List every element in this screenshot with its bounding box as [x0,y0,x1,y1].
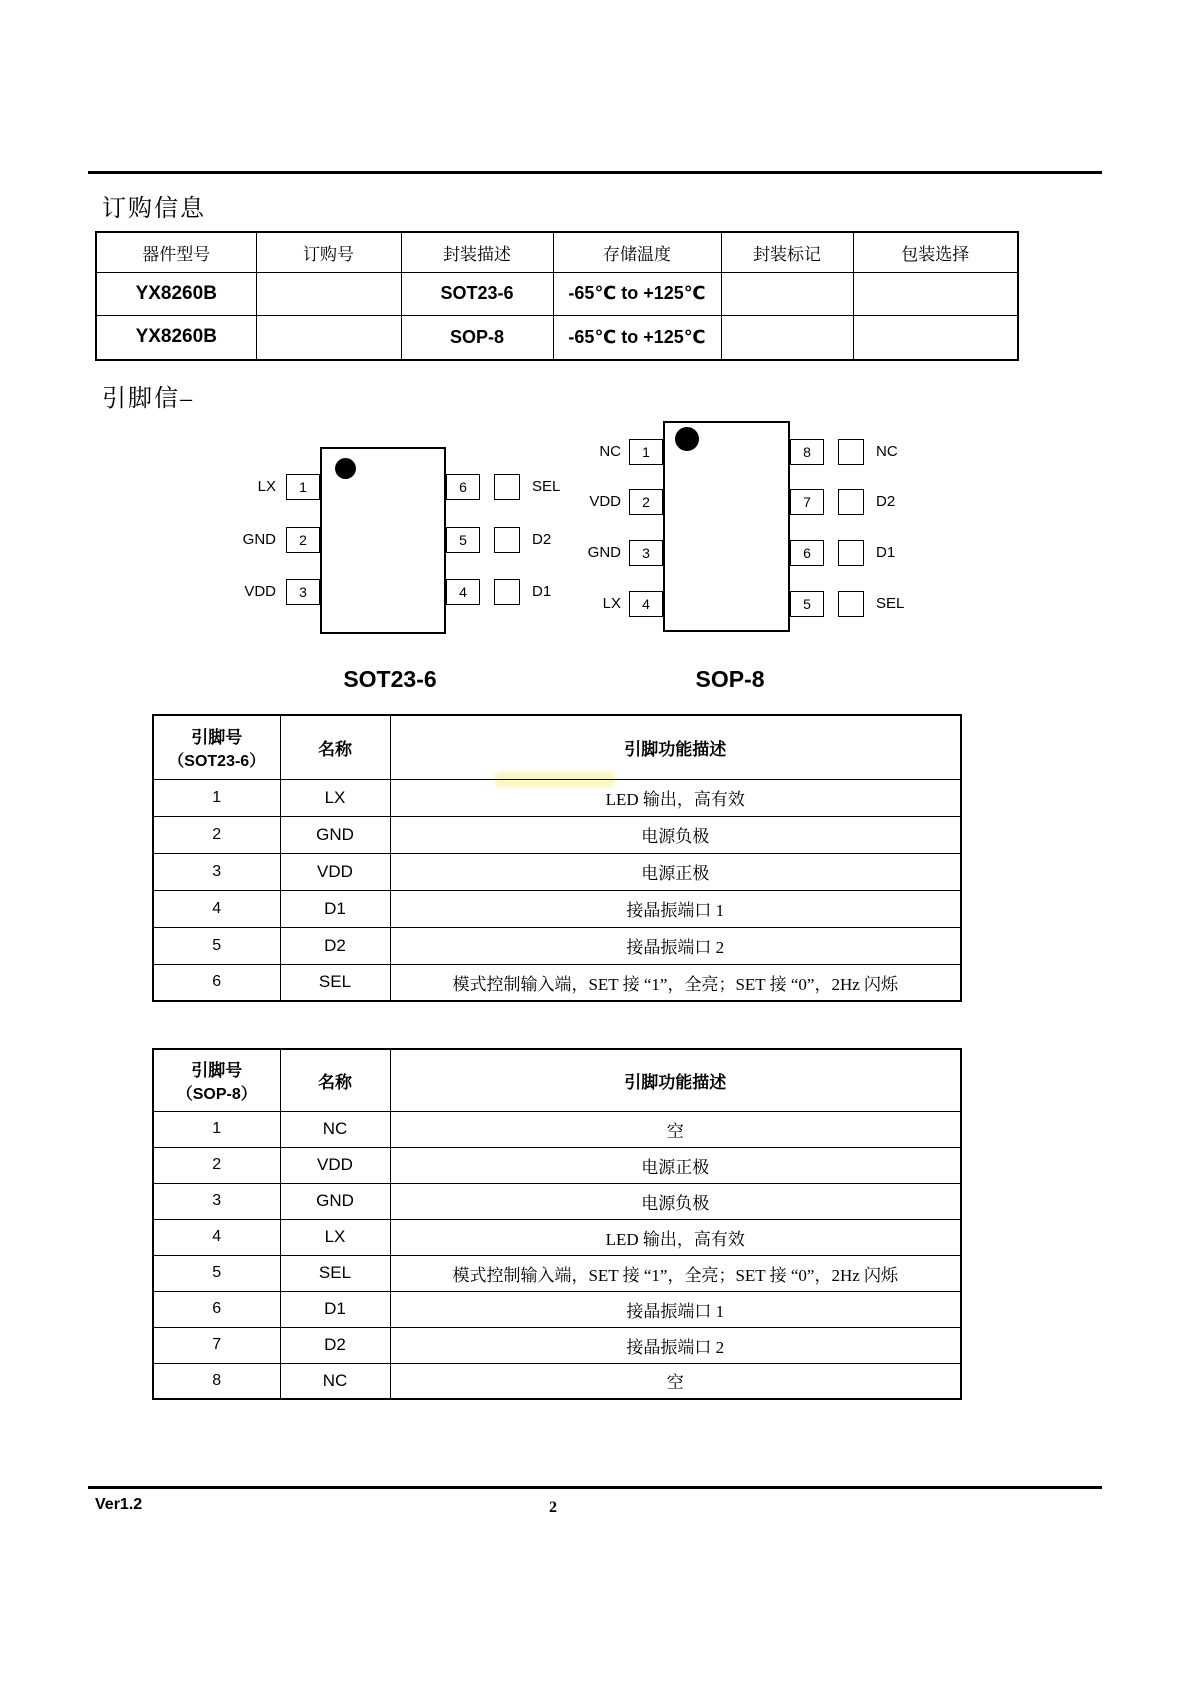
pin-number: 6 [459,479,467,495]
sop8-pin2-number [629,489,663,515]
pin-desc-cell: 接晶振端口 1 [390,890,961,927]
pin-name-cell: LX [280,1219,390,1255]
pin-number-cell: 1 [153,779,280,816]
package-desc: SOP-8 [401,315,553,360]
pin-number: 4 [642,596,650,612]
pin-table-row [153,964,961,1001]
sot23-pin6-lead [494,474,520,500]
pin-number-header-line1: 引脚号 [191,728,243,748]
sot23-pin5-label: D2 [532,531,552,548]
pin-table-header-row [153,1049,961,1111]
pin-table-row [153,1183,961,1219]
pin-desc-cell: LED 输出，高有效 [390,779,961,816]
pin-number: 2 [299,532,307,548]
sot23-pin5-number [446,527,480,553]
pin-section-title: 引脚信– [102,386,194,412]
package-desc: SOT23-6 [401,272,553,315]
pin-table-row [153,1327,961,1363]
ordering-header-part: 器件型号 [96,232,256,272]
sot23-body [320,447,446,634]
pin-table-header-row [153,715,961,779]
pin-name-header: 名称 [280,715,390,779]
sot23-pin2-number [286,527,320,553]
pin-number-cell: 1 [153,1111,280,1147]
sop8-pin6-lead [838,540,864,566]
pin-number: 5 [459,532,467,548]
pin-number: 8 [803,444,811,460]
sot23-pin5-lead [494,527,520,553]
ordering-section-title: 订购信息 [102,196,206,222]
pin-number-cell: 5 [153,927,280,964]
pin-number: 1 [299,479,307,495]
pin-number: 3 [299,584,307,600]
package-mark [721,315,853,360]
sot23-pin-table [152,714,962,1002]
pin-name-cell: NC [280,1111,390,1147]
sot23-pin3-number [286,579,320,605]
pin-desc-cell: 接晶振端口 2 [390,927,961,964]
pack-option [853,315,1018,360]
sot23-pin4-lead [494,579,520,605]
pin-name-cell: D1 [280,1291,390,1327]
sot23-pin1-label: LX [257,478,276,495]
pin-name-cell: VDD [280,1147,390,1183]
pin-desc-header: 引脚功能描述 [390,1049,961,1111]
sop8-body [663,421,790,632]
sot23-pin2-label: GND [242,531,276,548]
ordering-header-row [96,232,1018,272]
sot23-pin4-label: D1 [532,583,552,600]
ordering-header-temp: 存储温度 [553,232,721,272]
pin-table-row [153,890,961,927]
sop8-pin4-label: LX [602,595,621,612]
pin-number-cell: 7 [153,1327,280,1363]
pin-desc-cell: 模式控制输入端，SET 接 “1”，全亮；SET 接 “0”，2Hz 闪烁 [390,1255,961,1291]
pin1-dot [335,458,356,479]
sop8-pin6-number [790,540,824,566]
pin-number-header-line2: （SOT23-6） [168,753,266,771]
pin-table-row [153,1255,961,1291]
sop8-pin7-number [790,489,824,515]
ordering-header-mark: 封装标记 [721,232,853,272]
sop8-pin5-number [790,591,824,617]
sop8-pin8-number [790,439,824,465]
part-number: YX8260B [96,272,256,315]
sop8-pin5-lead [838,591,864,617]
pin-desc-cell: LED 输出，高有效 [390,1219,961,1255]
pin-number-cell: 4 [153,890,280,927]
pin-number: 1 [642,444,650,460]
pin-name-cell: D2 [280,927,390,964]
pin-number-cell: 6 [153,1291,280,1327]
order-number [256,315,401,360]
sot23-pin6-label: SEL [532,478,561,495]
part-number: YX8260B [96,315,256,360]
pin-desc-cell: 空 [390,1363,961,1399]
ordering-table [95,231,1019,361]
top-rule [88,171,1102,174]
pin-number-header [153,1049,280,1111]
footer-page-number: 2 [549,1499,557,1516]
pin-desc-cell: 接晶振端口 2 [390,1327,961,1363]
pin-table-row [153,1291,961,1327]
pin-desc-header: 引脚功能描述 [390,715,961,779]
pin-desc-cell: 电源正极 [390,853,961,890]
sop8-pin3-label: GND [587,544,621,561]
pin-desc-cell: 电源负极 [390,1183,961,1219]
sop8-pin3-number [629,540,663,566]
storage-temp: -65℃ to +125℃ [553,272,721,315]
pin-number: 5 [803,596,811,612]
pin-desc-cell: 电源正极 [390,1147,961,1183]
sot23-caption: SOT23-6 [343,666,437,692]
sop8-pin2-label: VDD [589,493,621,510]
sop8-pin1-number [629,439,663,465]
sot23-pin6-number [446,474,480,500]
package-mark [721,272,853,315]
pin-desc-cell: 电源负极 [390,816,961,853]
pin-name-cell: SEL [280,964,390,1001]
pin-desc-cell: 模式控制输入端，SET 接 “1”，全亮；SET 接 “0”，2Hz 闪烁 [390,964,961,1001]
pin-name-cell: VDD [280,853,390,890]
pin-number-cell: 3 [153,853,280,890]
sop8-pin6-label: D1 [876,544,896,561]
footer-rule [88,1486,1102,1489]
pin-table-row [153,927,961,964]
pin1-dot [675,427,699,451]
pin-number-header [153,715,280,779]
ordering-row [96,272,1018,315]
sot23-pin4-number [446,579,480,605]
pin-number-cell: 3 [153,1183,280,1219]
pin-name-cell: SEL [280,1255,390,1291]
pin-number-cell: 6 [153,964,280,1001]
sop8-pin8-lead [838,439,864,465]
pin-table-row [153,816,961,853]
pin-name-cell: GND [280,816,390,853]
ordering-header-order: 订购号 [256,232,401,272]
sop8-pin-table [152,1048,962,1400]
pin-table-row [153,1111,961,1147]
pin-number-cell: 4 [153,1219,280,1255]
sop8-pin7-label: D2 [876,493,896,510]
footer-version: Ver1.2 [95,1496,143,1513]
pin-number-header-line2: （SOP-8） [176,1086,257,1104]
pin-number: 4 [459,584,467,600]
sop8-pin1-label: NC [599,443,621,460]
storage-temp: -65℃ to +125℃ [553,315,721,360]
pin-table-row [153,1219,961,1255]
pin-name-cell: LX [280,779,390,816]
pin-name-cell: D1 [280,890,390,927]
pin-desc-cell: 接晶振端口 1 [390,1291,961,1327]
pin-name-cell: NC [280,1363,390,1399]
sop8-caption: SOP-8 [695,666,765,692]
sop8-pin7-lead [838,489,864,515]
pin-name-cell: D2 [280,1327,390,1363]
pin-number: 6 [803,545,811,561]
pin-number-cell: 2 [153,816,280,853]
sot23-pin3-label: VDD [244,583,276,600]
pin-name-cell: GND [280,1183,390,1219]
pack-option [853,272,1018,315]
pin-number-cell: 5 [153,1255,280,1291]
sot23-pin1-number [286,474,320,500]
pin-number-cell: 2 [153,1147,280,1183]
pin-desc-cell: 空 [390,1111,961,1147]
sop8-pin8-label: NC [876,443,898,460]
sop8-pin5-label: SEL [876,595,905,612]
pin-table-row [153,779,961,816]
ordering-header-package: 封装描述 [401,232,553,272]
pin-table-row [153,1363,961,1399]
pin-number-header-line1: 引脚号 [191,1061,243,1081]
pin-name-header: 名称 [280,1049,390,1111]
pin-number: 3 [642,545,650,561]
ordering-row [96,315,1018,360]
pin-number: 7 [803,494,811,510]
sop8-pin4-number [629,591,663,617]
pin-number-cell: 8 [153,1363,280,1399]
pin-table-row [153,853,961,890]
pin-table-row [153,1147,961,1183]
pin-number: 2 [642,494,650,510]
order-number [256,272,401,315]
ordering-header-pack: 包装选择 [853,232,1018,272]
